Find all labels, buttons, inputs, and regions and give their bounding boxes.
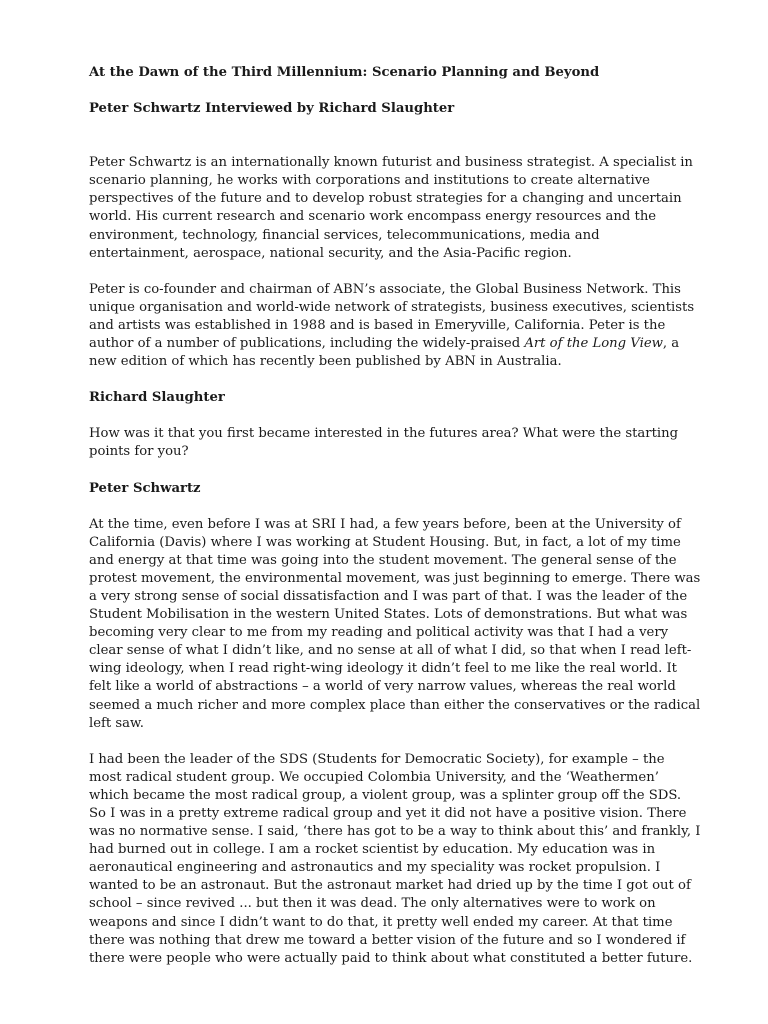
- speaker-heading-interviewer: Richard Slaughter: [89, 390, 225, 406]
- document-subtitle: Peter Schwartz Interviewed by Richard Slaughter: [89, 101, 455, 117]
- intro-text-segment: , a new edition of which has recently been published by ABN in Australia.: [89, 336, 680, 370]
- question-paragraph: How was it that you first became interested in the futures area? What were the starting points for you?: [89, 426, 679, 460]
- intro-paragraph: [89, 281, 701, 371]
- document-body: [89, 64, 701, 968]
- intro-paragraph: Peter Schwartz is an internationally known futurist and business strategist. A specialist in scenario planning, he works with corporations and institutions to create alternative perspectives of the future and to develop robust strategies for a changing and uncertain world. His current research and scenario work encompass energy resources and the environment, technology, financial services, telecommunications, media and entertainment, aerospace, national security, and the Asia-Pacific region.: [89, 155, 693, 261]
- document-title: At the Dawn of the Third Millennium: Scenario Planning and Beyond: [89, 65, 600, 80]
- answer-paragraph: At the time, even before I was at SRI I had, a few years before, been at the University of California (Davis) where I was working at Student Housing. But, in fact, a lot of my time and energy at that time was going into the student movement. The general sense of the protest movement, the environmental movement, was just beginning to emerge. There was a very strong sense of social dissatisfaction and I was part of that. I was the leader of the Student Mobilisation in the western United States. Lots of demonstrations. But what was becoming very clear to me from my reading and political activity was that I had a very clear sense of what I didn’t like, and no sense at all of what I did, so that when I read left-wing ideology, when I read right-wing ideology it didn’t feel to me like the real world. It felt like a world of abstractions – a world of very narrow values, whereas the real world seemed a much richer and more complex place than either the conservatives or the radical left saw.: [89, 516, 701, 731]
- book-title-italic: Art of the Long View: [524, 336, 663, 352]
- speaker-heading-interviewee: Peter Schwartz: [89, 480, 201, 496]
- intro-text-segment: Peter is co-founder and chairman of ABN’s associate, the Global Business Network. This unique organisation and world-wide network of strategists, business executives, scientists and artists was established in 1988 and is based in Emeryville, California. Peter is the author of a number of publications, including the widely-praised: [89, 281, 695, 352]
- answer-paragraph: I had been the leader of the SDS (Students for Democratic Society), for example – the most radical student group. We occupied Colombia University, and the ‘Weathermen’ which became the most radical group, a violent group, was a splinter group off the SDS. So I was in a pretty extreme radical group and yet it did not have a positive vision. There was no normative sense. I said, ‘there has got to be a way to think about this’ and frankly, I had burned out in college. I am a rocket scientist by education. My education was in aeronautical engineering and astronautics and my speciality was rocket propulsion. I wanted to be an astronaut. But the astronaut market had dried up by the time I got out of school – since revived ... but then it was dead. The only alternatives were to work on weapons and since I didn’t want to do that, it pretty well ended my career. At that time there was nothing that drew me toward a better vision of the future and so I wondered if there were people who were actually paid to think about what constituted a better future.: [89, 751, 701, 966]
